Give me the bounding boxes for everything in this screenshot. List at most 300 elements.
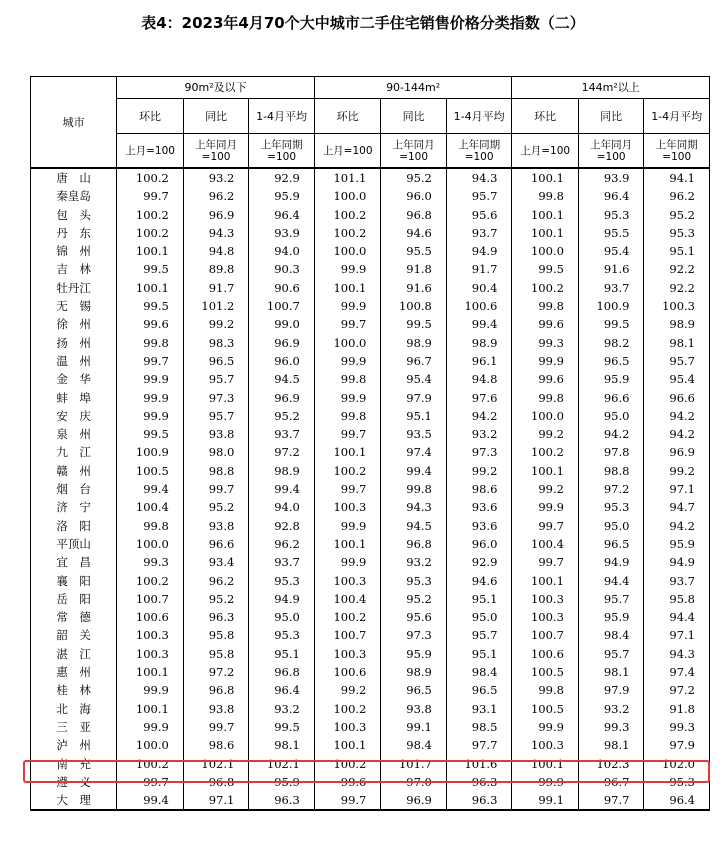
city-cell: 遵 义: [31, 773, 117, 791]
value-cell: 90.3: [249, 260, 315, 278]
value-cell: 98.9: [381, 334, 447, 352]
value-cell: 95.1: [249, 645, 315, 663]
base-label: 上月=100: [314, 134, 381, 169]
sub-header-yoy: 同比: [578, 99, 644, 134]
value-cell: 98.3: [183, 334, 249, 352]
value-cell: 98.0: [183, 443, 249, 461]
value-cell: 99.5: [117, 297, 184, 315]
base-label: 上年同期=100: [446, 134, 512, 169]
value-cell: 95.7: [644, 352, 710, 370]
value-cell: 96.0: [446, 535, 512, 553]
table-row: [31, 755, 710, 773]
value-cell: 95.2: [381, 168, 447, 187]
value-cell: 98.9: [644, 315, 710, 333]
value-cell: 99.7: [117, 773, 184, 791]
value-cell: 100.9: [117, 443, 184, 461]
value-cell: 98.1: [578, 663, 644, 681]
value-cell: 95.2: [183, 590, 249, 608]
table-title: 表4：2023年4月70个大中城市二手住宅销售价格分类指数（二）: [141, 14, 585, 32]
value-cell: 99.9: [117, 718, 184, 736]
group-header-medium: 90-144m²: [314, 77, 512, 99]
value-cell: 96.4: [644, 791, 710, 810]
value-cell: 96.9: [249, 334, 315, 352]
value-cell: 95.3: [381, 572, 447, 590]
value-cell: 93.7: [578, 279, 644, 297]
value-cell: 98.1: [578, 736, 644, 754]
value-cell: 96.4: [578, 187, 644, 205]
value-cell: 94.3: [183, 224, 249, 242]
table-row: [31, 590, 710, 608]
value-cell: 99.6: [512, 370, 579, 388]
value-cell: 100.3: [512, 608, 579, 626]
value-cell: 94.3: [381, 498, 447, 516]
table-body: [31, 168, 710, 810]
value-cell: 99.5: [381, 315, 447, 333]
value-cell: 99.9: [512, 718, 579, 736]
value-cell: 96.4: [249, 681, 315, 699]
value-cell: 100.7: [117, 590, 184, 608]
city-cell: 南 充: [31, 755, 117, 773]
value-cell: 97.1: [183, 791, 249, 810]
value-cell: 95.3: [644, 224, 710, 242]
value-cell: 99.2: [512, 425, 579, 443]
value-cell: 95.3: [578, 206, 644, 224]
value-cell: 100.2: [512, 279, 579, 297]
value-cell: 98.9: [249, 462, 315, 480]
value-cell: 93.8: [183, 700, 249, 718]
value-cell: 95.4: [381, 370, 447, 388]
table-row: [31, 370, 710, 388]
value-cell: 100.6: [512, 645, 579, 663]
value-cell: 99.5: [512, 260, 579, 278]
value-cell: 100.1: [314, 736, 381, 754]
group-header-large: 144m²以上: [512, 77, 710, 99]
value-cell: 100.0: [314, 187, 381, 205]
sub-header-yoy: 同比: [183, 99, 249, 134]
price-index-table: [30, 76, 710, 811]
value-cell: 100.1: [117, 279, 184, 297]
value-cell: 95.9: [249, 773, 315, 791]
table-row: [31, 297, 710, 315]
value-cell: 99.9: [117, 370, 184, 388]
table-row: [31, 187, 710, 205]
value-cell: 93.8: [183, 425, 249, 443]
value-cell: 102.0: [644, 755, 710, 773]
city-cell: 徐 州: [31, 315, 117, 333]
value-cell: 97.9: [578, 681, 644, 699]
table-row: [31, 791, 710, 810]
value-cell: 100.1: [512, 462, 579, 480]
value-cell: 100.1: [117, 242, 184, 260]
value-cell: 94.0: [249, 498, 315, 516]
value-cell: 93.1: [446, 700, 512, 718]
value-cell: 96.3: [183, 608, 249, 626]
value-cell: 93.6: [446, 517, 512, 535]
value-cell: 100.5: [512, 663, 579, 681]
value-cell: 94.2: [644, 517, 710, 535]
city-cell: 洛 阳: [31, 517, 117, 535]
value-cell: 99.6: [512, 315, 579, 333]
city-cell: 安 庆: [31, 407, 117, 425]
value-cell: 98.9: [446, 334, 512, 352]
value-cell: 95.0: [578, 407, 644, 425]
value-cell: 99.5: [249, 718, 315, 736]
table-row: [31, 663, 710, 681]
value-cell: 100.1: [512, 224, 579, 242]
value-cell: 99.3: [512, 334, 579, 352]
table-row: [31, 260, 710, 278]
value-cell: 95.0: [446, 608, 512, 626]
value-cell: 99.4: [117, 791, 184, 810]
value-cell: 100.2: [314, 206, 381, 224]
city-cell: 常 德: [31, 608, 117, 626]
base-label: 上年同期=100: [644, 134, 710, 169]
table-row: [31, 498, 710, 516]
value-cell: 96.6: [578, 389, 644, 407]
value-cell: 100.2: [117, 206, 184, 224]
value-cell: 93.2: [183, 168, 249, 187]
value-cell: 96.2: [249, 535, 315, 553]
value-cell: 96.6: [183, 535, 249, 553]
value-cell: 93.7: [249, 553, 315, 571]
value-cell: 96.5: [381, 681, 447, 699]
city-cell: 泉 州: [31, 425, 117, 443]
sub-header-yoy: 同比: [381, 99, 447, 134]
city-cell: 岳 阳: [31, 590, 117, 608]
city-cell: 金 华: [31, 370, 117, 388]
city-cell: 牡丹江: [31, 279, 117, 297]
value-cell: 100.2: [117, 755, 184, 773]
value-cell: 98.5: [446, 718, 512, 736]
value-cell: 97.2: [183, 663, 249, 681]
value-cell: 99.5: [578, 315, 644, 333]
value-cell: 94.4: [644, 608, 710, 626]
value-cell: 96.2: [183, 572, 249, 590]
value-cell: 93.7: [644, 572, 710, 590]
value-cell: 97.9: [644, 736, 710, 754]
value-cell: 96.5: [578, 535, 644, 553]
value-cell: 100.1: [314, 279, 381, 297]
value-cell: 95.3: [249, 572, 315, 590]
value-cell: 100.1: [512, 755, 579, 773]
value-cell: 99.8: [512, 187, 579, 205]
value-cell: 95.5: [578, 224, 644, 242]
table-row: [31, 224, 710, 242]
value-cell: 93.5: [381, 425, 447, 443]
value-cell: 99.8: [512, 681, 579, 699]
city-cell: 平顶山: [31, 535, 117, 553]
value-cell: 95.7: [446, 626, 512, 644]
value-cell: 101.1: [314, 168, 381, 187]
value-cell: 100.1: [314, 535, 381, 553]
value-cell: 99.2: [644, 462, 710, 480]
value-cell: 94.0: [249, 242, 315, 260]
city-cell: 扬 州: [31, 334, 117, 352]
table-row: [31, 279, 710, 297]
value-cell: 98.8: [578, 462, 644, 480]
value-cell: 94.5: [249, 370, 315, 388]
value-cell: 100.1: [117, 700, 184, 718]
value-cell: 90.4: [446, 279, 512, 297]
table-row: [31, 206, 710, 224]
value-cell: 94.8: [183, 242, 249, 260]
value-cell: 99.7: [314, 315, 381, 333]
value-cell: 97.9: [381, 389, 447, 407]
value-cell: 95.0: [249, 608, 315, 626]
value-cell: 96.8: [183, 773, 249, 791]
value-cell: 96.2: [644, 187, 710, 205]
value-cell: 100.2: [314, 224, 381, 242]
value-cell: 93.2: [381, 553, 447, 571]
value-cell: 99.8: [512, 389, 579, 407]
city-cell: 北 海: [31, 700, 117, 718]
table-row: [31, 626, 710, 644]
value-cell: 96.8: [183, 681, 249, 699]
value-cell: 99.9: [512, 352, 579, 370]
value-cell: 96.0: [381, 187, 447, 205]
value-cell: 99.9: [314, 352, 381, 370]
base-label: 上年同月=100: [578, 134, 644, 169]
value-cell: 93.4: [183, 553, 249, 571]
value-cell: 100.5: [512, 700, 579, 718]
value-cell: 91.7: [446, 260, 512, 278]
city-cell: 桂 林: [31, 681, 117, 699]
value-cell: 92.9: [249, 168, 315, 187]
value-cell: 90.6: [249, 279, 315, 297]
base-label: 上年同月=100: [381, 134, 447, 169]
city-cell: 秦皇岛: [31, 187, 117, 205]
value-cell: 99.2: [512, 480, 579, 498]
value-cell: 100.0: [117, 535, 184, 553]
city-cell: 赣 州: [31, 462, 117, 480]
value-cell: 96.5: [578, 352, 644, 370]
value-cell: 100.2: [117, 572, 184, 590]
value-cell: 99.3: [117, 553, 184, 571]
value-cell: 100.2: [314, 462, 381, 480]
table-row: [31, 407, 710, 425]
value-cell: 100.3: [117, 645, 184, 663]
value-cell: 99.2: [314, 681, 381, 699]
table-row: [31, 462, 710, 480]
table-row: [31, 681, 710, 699]
value-cell: 99.9: [314, 297, 381, 315]
value-cell: 100.0: [512, 407, 579, 425]
value-cell: 97.3: [183, 389, 249, 407]
value-cell: 91.8: [381, 260, 447, 278]
value-cell: 89.8: [183, 260, 249, 278]
value-cell: 97.7: [446, 736, 512, 754]
sub-header-mom: 环比: [512, 99, 579, 134]
value-cell: 93.9: [578, 168, 644, 187]
value-cell: 98.6: [183, 736, 249, 754]
value-cell: 95.1: [446, 645, 512, 663]
value-cell: 96.0: [249, 352, 315, 370]
value-cell: 100.4: [117, 498, 184, 516]
value-cell: 99.8: [117, 334, 184, 352]
value-cell: 95.4: [578, 242, 644, 260]
value-cell: 100.6: [446, 297, 512, 315]
table-row: [31, 334, 710, 352]
value-cell: 93.7: [446, 224, 512, 242]
city-cell: 大 理: [31, 791, 117, 810]
value-cell: 97.1: [644, 480, 710, 498]
table-row: [31, 480, 710, 498]
value-cell: 97.0: [381, 773, 447, 791]
table-row: [31, 608, 710, 626]
value-cell: 99.7: [117, 352, 184, 370]
value-cell: 94.5: [381, 517, 447, 535]
value-cell: 94.6: [446, 572, 512, 590]
value-cell: 95.9: [578, 608, 644, 626]
value-cell: 96.9: [644, 443, 710, 461]
value-cell: 96.1: [446, 352, 512, 370]
value-cell: 99.7: [314, 480, 381, 498]
value-cell: 100.1: [512, 168, 579, 187]
value-cell: 94.2: [578, 425, 644, 443]
value-cell: 100.2: [512, 443, 579, 461]
value-cell: 93.2: [249, 700, 315, 718]
value-cell: 94.9: [644, 553, 710, 571]
value-cell: 95.7: [578, 645, 644, 663]
value-cell: 99.8: [314, 407, 381, 425]
table-row: [31, 572, 710, 590]
value-cell: 92.2: [644, 260, 710, 278]
value-cell: 95.9: [381, 645, 447, 663]
value-cell: 100.3: [314, 572, 381, 590]
value-cell: 99.9: [512, 773, 579, 791]
value-cell: 99.9: [314, 553, 381, 571]
value-cell: 98.4: [381, 736, 447, 754]
value-cell: 100.5: [117, 462, 184, 480]
city-cell: 惠 州: [31, 663, 117, 681]
value-cell: 94.7: [644, 498, 710, 516]
value-cell: 100.0: [512, 242, 579, 260]
table-row: [31, 736, 710, 754]
city-cell: 泸 州: [31, 736, 117, 754]
table-row: [31, 700, 710, 718]
value-cell: 95.8: [644, 590, 710, 608]
value-cell: 100.2: [117, 168, 184, 187]
value-cell: 96.7: [381, 352, 447, 370]
value-cell: 98.4: [446, 663, 512, 681]
value-cell: 95.7: [578, 590, 644, 608]
base-label: 上月=100: [512, 134, 579, 169]
city-column-header: 城市: [31, 77, 117, 169]
city-cell: 唐 山: [31, 168, 117, 187]
value-cell: 95.2: [183, 498, 249, 516]
value-cell: 96.3: [446, 773, 512, 791]
table-row: [31, 242, 710, 260]
city-cell: 无 锡: [31, 297, 117, 315]
base-label: 上年同期=100: [249, 134, 315, 169]
value-cell: 100.3: [644, 297, 710, 315]
value-cell: 95.3: [644, 773, 710, 791]
value-cell: 95.1: [446, 590, 512, 608]
value-cell: 99.9: [117, 407, 184, 425]
value-cell: 99.5: [117, 425, 184, 443]
value-cell: 100.3: [512, 736, 579, 754]
base-label: 上月=100: [117, 134, 184, 169]
value-cell: 94.2: [644, 425, 710, 443]
sub-header-mom: 环比: [314, 99, 381, 134]
value-cell: 96.8: [249, 663, 315, 681]
value-cell: 101.7: [381, 755, 447, 773]
table-row: [31, 389, 710, 407]
value-cell: 92.2: [644, 279, 710, 297]
value-cell: 99.8: [381, 480, 447, 498]
value-cell: 99.2: [183, 315, 249, 333]
value-cell: 100.0: [117, 736, 184, 754]
value-cell: 100.0: [314, 242, 381, 260]
value-cell: 91.6: [578, 260, 644, 278]
city-cell: 包 头: [31, 206, 117, 224]
value-cell: 99.7: [117, 187, 184, 205]
value-cell: 97.3: [381, 626, 447, 644]
value-cell: 93.2: [446, 425, 512, 443]
value-cell: 95.2: [644, 206, 710, 224]
value-cell: 96.8: [381, 206, 447, 224]
value-cell: 97.8: [578, 443, 644, 461]
value-cell: 91.7: [183, 279, 249, 297]
value-cell: 95.0: [578, 517, 644, 535]
value-cell: 95.9: [578, 370, 644, 388]
value-cell: 99.3: [644, 718, 710, 736]
value-cell: 100.4: [512, 535, 579, 553]
city-cell: 九 江: [31, 443, 117, 461]
value-cell: 95.2: [381, 590, 447, 608]
value-cell: 100.9: [578, 297, 644, 315]
value-cell: 99.6: [314, 773, 381, 791]
value-cell: 98.9: [381, 663, 447, 681]
value-cell: 96.9: [381, 791, 447, 810]
value-cell: 99.7: [314, 425, 381, 443]
table-row: [31, 517, 710, 535]
value-cell: 100.3: [512, 590, 579, 608]
value-cell: 91.8: [644, 700, 710, 718]
value-cell: 100.2: [117, 224, 184, 242]
city-cell: 襄 阳: [31, 572, 117, 590]
value-cell: 95.6: [446, 206, 512, 224]
value-cell: 97.4: [644, 663, 710, 681]
city-cell: 济 宁: [31, 498, 117, 516]
value-cell: 95.9: [644, 535, 710, 553]
value-cell: 96.3: [249, 791, 315, 810]
value-cell: 98.6: [446, 480, 512, 498]
value-cell: 96.9: [183, 206, 249, 224]
table-header: [31, 77, 710, 169]
city-cell: 韶 关: [31, 626, 117, 644]
value-cell: 98.1: [249, 736, 315, 754]
value-cell: 94.1: [644, 168, 710, 187]
value-cell: 95.1: [381, 407, 447, 425]
value-cell: 97.4: [381, 443, 447, 461]
value-cell: 94.3: [446, 168, 512, 187]
value-cell: 99.8: [117, 517, 184, 535]
table-row: [31, 352, 710, 370]
value-cell: 99.1: [512, 791, 579, 810]
value-cell: 96.5: [183, 352, 249, 370]
value-cell: 99.7: [512, 553, 579, 571]
value-cell: 99.9: [314, 260, 381, 278]
value-cell: 100.3: [314, 645, 381, 663]
value-cell: 100.1: [512, 572, 579, 590]
value-cell: 97.3: [446, 443, 512, 461]
base-label: 上年同月=100: [183, 134, 249, 169]
value-cell: 96.8: [381, 535, 447, 553]
value-cell: 93.8: [183, 517, 249, 535]
table-row: [31, 535, 710, 553]
value-cell: 93.9: [249, 224, 315, 242]
